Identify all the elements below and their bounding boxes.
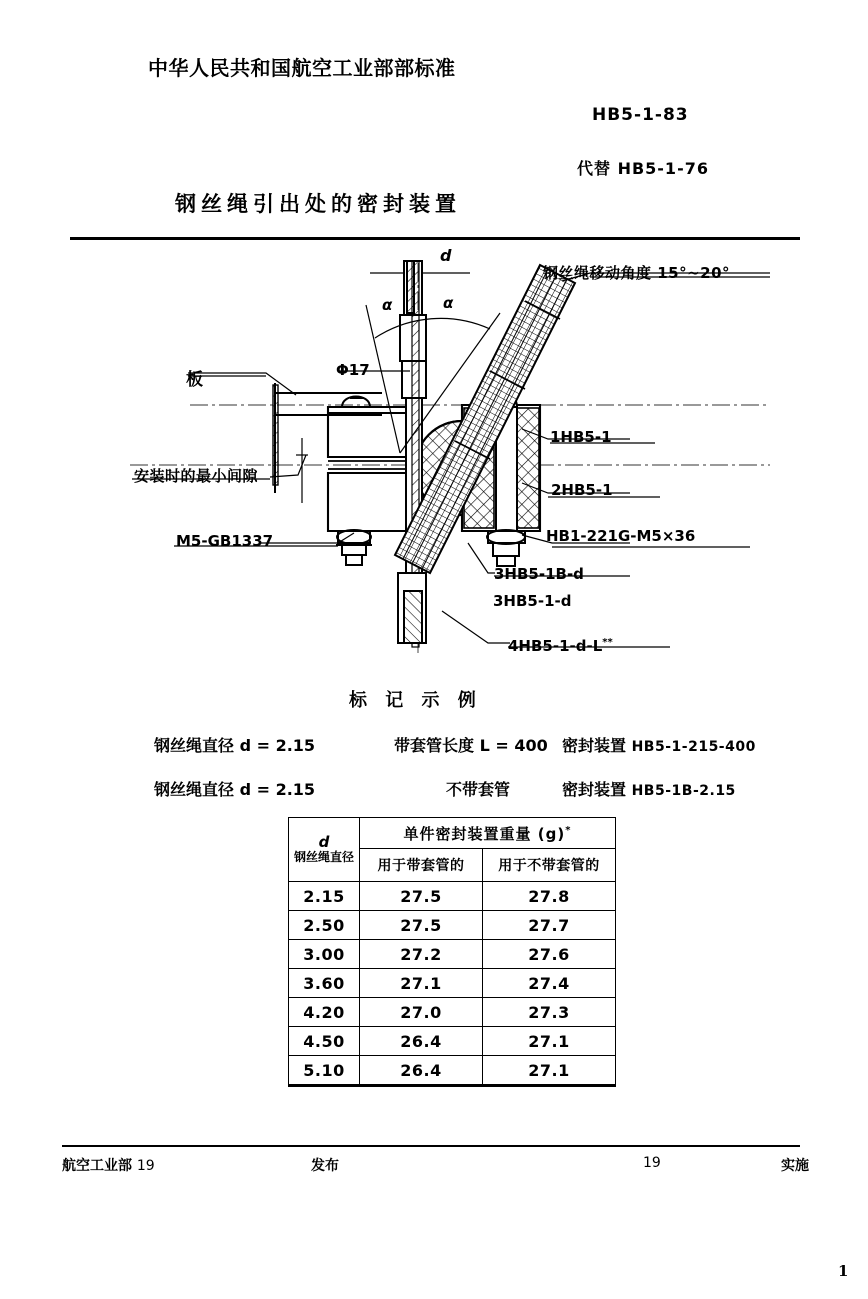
footer-issue-year: 19 xyxy=(136,1158,155,1174)
table-row xyxy=(289,998,616,1027)
marking-example-heading: 标 记 示 例 xyxy=(349,690,482,711)
table-header xyxy=(289,818,616,882)
cell-diameter: 2.15 xyxy=(289,882,360,911)
table-corner-header xyxy=(289,818,360,882)
table-subheader-without-sleeve: 用于不带套管的 xyxy=(483,849,616,882)
label-part-1hb5-1: 1HB5-1 xyxy=(550,428,612,446)
label-rope-movement-angle: 钢丝绳移动角度 15°~20° xyxy=(543,264,731,282)
footer-issuer: 航空工业部 xyxy=(62,1158,132,1174)
marking-condition: 钢丝绳直径 d = 2.15 xyxy=(154,736,316,755)
label-screw-m5-gb1337: M5-GB1337 xyxy=(176,532,274,550)
marking-sleeve: 不带套管 xyxy=(445,780,510,799)
label-rope-diameter: d xyxy=(440,246,452,265)
table-row xyxy=(289,969,616,998)
technical-drawing xyxy=(70,243,800,673)
cell-without-sleeve: 27.3 xyxy=(483,998,616,1027)
page-number: 1 xyxy=(838,1262,849,1280)
label-part-4hb5-footnote-mark: ** xyxy=(602,637,613,648)
marking-example-row xyxy=(154,733,756,756)
cell-without-sleeve: 27.7 xyxy=(483,911,616,940)
cell-with-sleeve: 27.0 xyxy=(360,998,483,1027)
cell-diameter: 4.50 xyxy=(289,1027,360,1056)
marking-condition: 钢丝绳直径 d = 2.15 xyxy=(154,780,316,799)
table-header-row xyxy=(289,818,616,849)
assembly-cross-section-svg xyxy=(70,243,800,673)
label-part-4hb5-text: 4HB5-1-d-L xyxy=(508,637,603,655)
marking-example-row xyxy=(154,777,736,800)
cell-with-sleeve: 27.2 xyxy=(360,940,483,969)
corner-label: 钢丝绳直径 xyxy=(293,850,354,865)
weight-table xyxy=(288,817,616,1087)
label-hole-diameter: Φ17 xyxy=(336,361,370,379)
marking-sleeve: 带套管长度 L = 400 xyxy=(394,736,548,755)
marking-device: 密封装置 xyxy=(562,780,627,799)
cell-diameter: 5.10 xyxy=(289,1056,360,1086)
table-row xyxy=(289,1056,616,1086)
table-body xyxy=(289,882,616,1086)
table-subheader-with-sleeve: 用于带套管的 xyxy=(360,849,483,882)
page-title: 中华人民共和国航空工业部部标准 xyxy=(148,56,456,80)
table-row xyxy=(289,911,616,940)
marking-code: HB5-1B-2.15 xyxy=(631,783,736,799)
cell-without-sleeve: 27.1 xyxy=(483,1056,616,1086)
label-part-3hb5-1-d: 3HB5-1-d xyxy=(493,592,572,610)
label-alpha-left: α xyxy=(382,296,393,314)
subject-title: 钢丝绳引出处的密封装置 xyxy=(175,192,461,216)
footer-issuer-block xyxy=(62,1155,155,1175)
cell-with-sleeve: 27.5 xyxy=(360,882,483,911)
cell-diameter: 2.50 xyxy=(289,911,360,940)
standard-number: HB5-1-83 xyxy=(592,105,689,125)
corner-symbol: d xyxy=(318,833,330,852)
label-part-2hb5-1: 2HB5-1 xyxy=(551,481,613,499)
cell-with-sleeve: 26.4 xyxy=(360,1056,483,1086)
header-divider xyxy=(70,237,800,240)
replaces-standard: 代替 HB5-1-76 xyxy=(577,159,709,178)
marking-code: HB5-1-215-400 xyxy=(631,739,756,755)
label-plate: 板 xyxy=(186,370,204,390)
table-row xyxy=(289,940,616,969)
footer-effective-year: 19 xyxy=(643,1155,661,1171)
footer-divider xyxy=(62,1145,800,1147)
cell-diameter: 3.60 xyxy=(289,969,360,998)
marking-device: 密封装置 xyxy=(562,736,627,755)
cell-with-sleeve: 27.5 xyxy=(360,911,483,940)
cell-without-sleeve: 27.6 xyxy=(483,940,616,969)
table-row xyxy=(289,1027,616,1056)
cell-without-sleeve: 27.8 xyxy=(483,882,616,911)
label-part-3hb5-1b-d: 3HB5-1B-d xyxy=(494,565,584,583)
label-part-4hb5-1-d-l xyxy=(508,637,613,655)
cell-without-sleeve: 27.4 xyxy=(483,969,616,998)
table-group-header xyxy=(360,818,616,849)
cell-diameter: 3.00 xyxy=(289,940,360,969)
cell-without-sleeve: 27.1 xyxy=(483,1027,616,1056)
label-minimum-installation-gap: 安装时的最小间隙 xyxy=(134,467,259,485)
footer-publish-label: 发布 xyxy=(311,1158,339,1174)
label-part-hb1-221g: HB1-221G-M5×36 xyxy=(546,527,696,545)
label-alpha-right: α xyxy=(443,294,454,312)
cell-with-sleeve: 26.4 xyxy=(360,1027,483,1056)
cell-diameter: 4.20 xyxy=(289,998,360,1027)
table-group-footnote-mark: * xyxy=(565,824,572,836)
footer-effective-label: 实施 xyxy=(781,1158,809,1174)
table-group-header-text: 单件密封装置重量 (g) xyxy=(403,824,566,843)
table-row xyxy=(289,882,616,911)
cell-with-sleeve: 27.1 xyxy=(360,969,483,998)
